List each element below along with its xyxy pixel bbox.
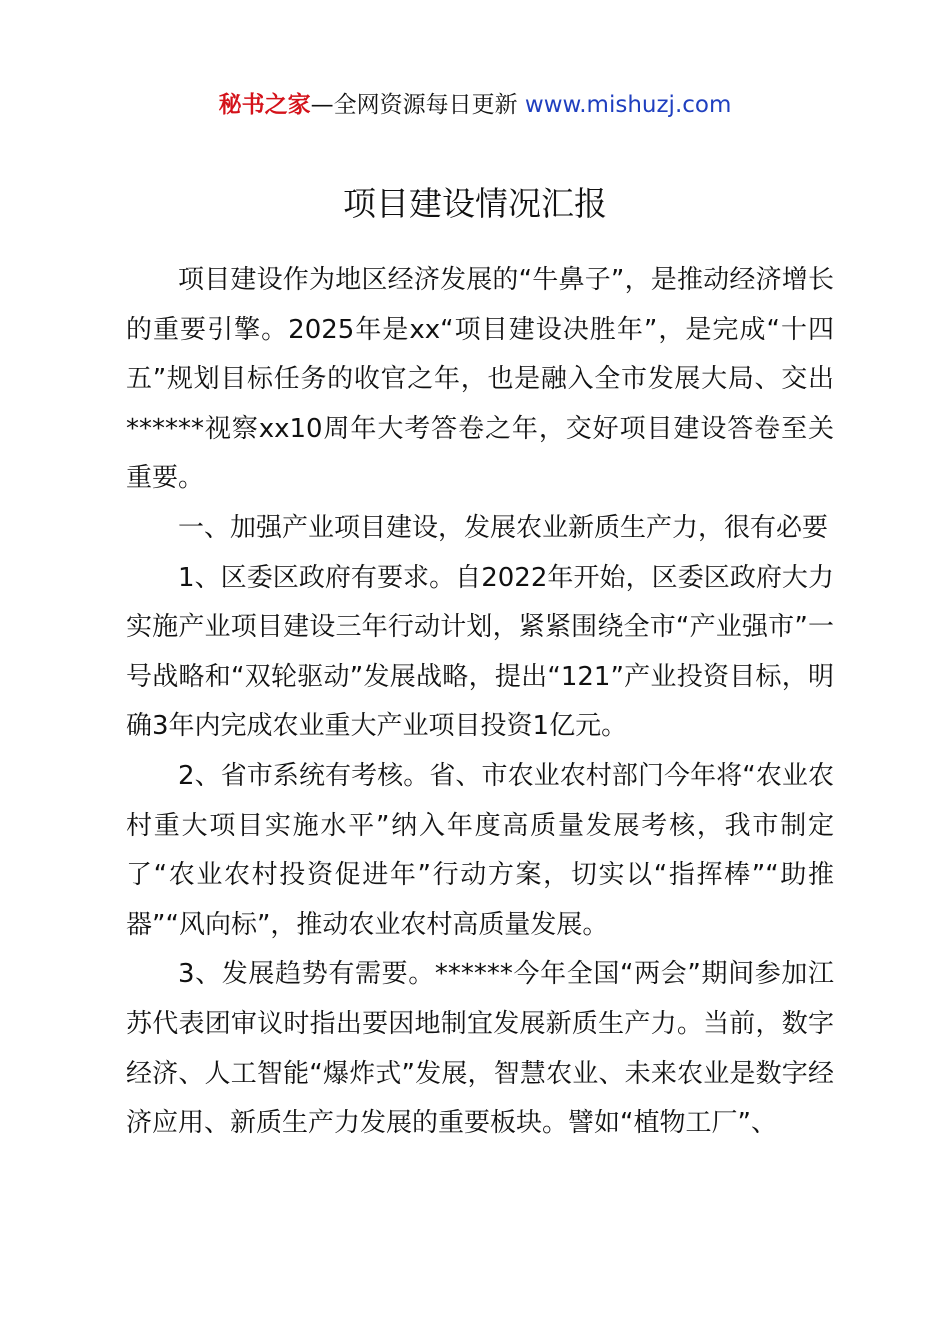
body-paragraph: 2、省市系统有考核。省、市农业农村部门今年将“农业农村重大项目实施水平”纳入年度高质量发展考核，我市制定了“农业农村投资促进年”行动方案，切实以“指挥棒”“助推器”“风向标”，推动农业农村高质量发展。 (126, 760, 834, 940)
site-header (0, 88, 950, 122)
document-title: 项目建设情况汇报 (343, 184, 607, 223)
body-paragraph: 3、发展趋势有需要。******今年全国“两会”期间参加江苏代表团审议时指出要因地制宜发展新质生产力。当前，数字经济、人工智能“爆炸式”发展，智慧农业、未来农业是数字经济应用、新质生产力发展的重要板块。譬如“植物工厂”、 (126, 959, 834, 1139)
site-brand: 秘书之家 (218, 92, 311, 118)
intro-paragraph: 项目建设作为地区经济发展的“牛鼻子”，是推动经济增长的重要引擎。2025年是xx“项目建设决胜年”，是完成“十四五”规划目标任务的收官之年，也是融入全市发展大局、交出******视察xx10周年大考答卷之年，交好项目建设答卷至关重要。 (126, 265, 834, 494)
site-tagline: —全网资源每日更新 (310, 92, 518, 118)
section-heading: 一、加强产业项目建设，发展农业新质生产力，很有必要 (178, 512, 829, 543)
body-paragraph: 1、区委区政府有要求。自2022年开始，区委区政府大力实施产业项目建设三年行动计划，紧紧围绕全市“产业强市”一号战略和“双轮驱动”发展战略，提出“121”产业投资目标，明确3年内完成农业重大产业项目投资1亿元。 (126, 562, 834, 742)
site-url-link[interactable]: www.mishuzj.com (524, 92, 732, 118)
document-body (126, 256, 834, 1149)
